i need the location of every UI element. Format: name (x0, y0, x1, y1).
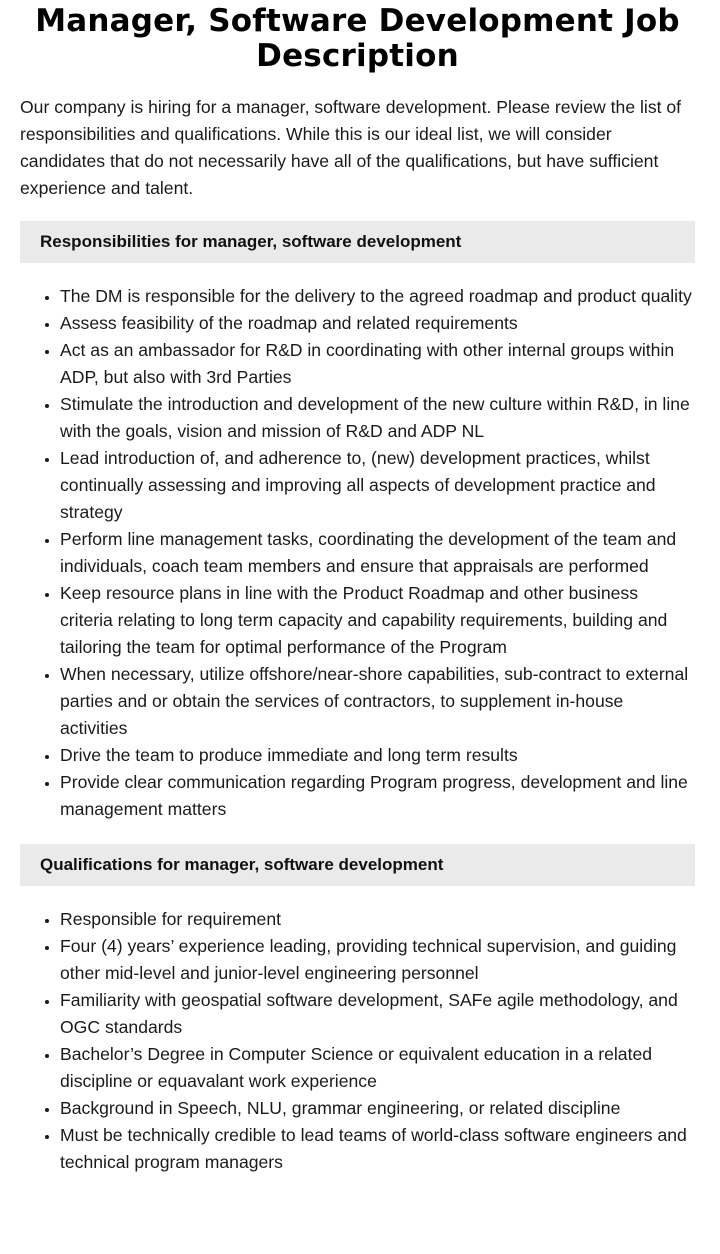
intro-paragraph: Our company is hiring for a manager, software development. Please review the list of responsibilities and qualifications. While this is our ideal list, we will consider candidates that do not necessarily have all of the qualifications, but have sufficient experience and talent. (20, 97, 682, 198)
qualifications-heading: Qualifications for manager, software development (20, 844, 695, 886)
list-item: • Background in Speech, NLU, grammar engineering, or related discipline (60, 1095, 695, 1122)
list-item: • Lead introduction of, and adherence to, (new) development practices, whilst continually assessing and improving all aspects of development practice and strategy (60, 445, 695, 526)
list-item: • The DM is responsible for the delivery to the agreed roadmap and product quality (60, 283, 695, 310)
list-item: • Stimulate the introduction and development of the new culture within R&D, in line with the goals, vision and mission of R&D and ADP NL (60, 391, 695, 445)
responsibilities-list (20, 283, 695, 823)
page-title: Manager, Software Development Job Description (35, 3, 680, 74)
list-item: • When necessary, utilize offshore/near-shore capabilities, sub-contract to external parties and or obtain the services of contractors, to supplement in-house activities (60, 661, 695, 742)
list-item: • Bachelor’s Degree in Computer Science or equivalent education in a related discipline or equavalant work experience (60, 1041, 695, 1095)
list-item: • Four (4) years’ experience leading, providing technical supervision, and guiding other mid-level and junior-level engineering personnel (60, 933, 695, 987)
list-item: • Drive the team to produce immediate and long term results (60, 742, 695, 769)
list-item: • Responsible for requirement (60, 906, 695, 933)
list-item: • Assess feasibility of the roadmap and related requirements (60, 310, 695, 337)
list-item: • Perform line management tasks, coordinating the development of the team and individuals, coach team members and ensure that appraisals are performed (60, 526, 695, 580)
list-item: • Must be technically credible to lead teams of world-class software engineers and technical program managers (60, 1122, 695, 1176)
qualifications-list (20, 906, 695, 1176)
responsibilities-heading: Responsibilities for manager, software development (20, 221, 695, 263)
list-item: • Provide clear communication regarding Program progress, development and line management matters (60, 769, 695, 823)
list-item: • Act as an ambassador for R&D in coordinating with other internal groups within ADP, but also with 3rd Parties (60, 337, 695, 391)
list-item: • Familiarity with geospatial software development, SAFe agile methodology, and OGC standards (60, 987, 695, 1041)
list-item: • Keep resource plans in line with the Product Roadmap and other business criteria relating to long term capacity and capability requirements, building and tailoring the team for optimal performance of the Program (60, 580, 695, 661)
